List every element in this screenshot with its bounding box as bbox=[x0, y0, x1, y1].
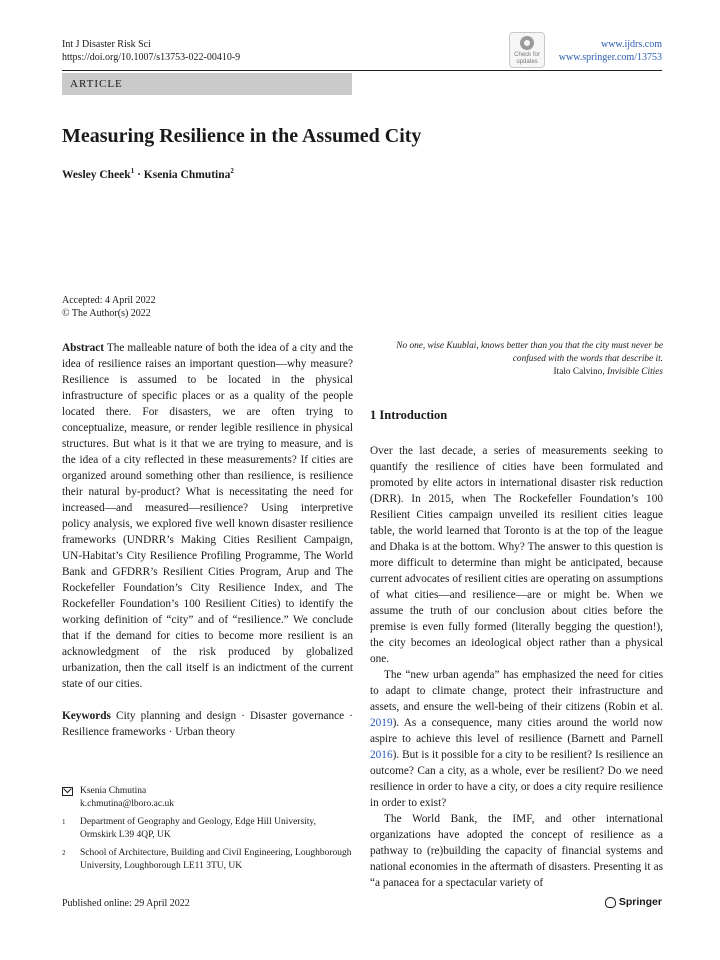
author-name: Ksenia Chmutina bbox=[143, 168, 231, 181]
author-affil-mark: 1 bbox=[130, 167, 135, 175]
check-for-updates-badge[interactable]: Check for updates bbox=[509, 32, 545, 68]
keywords bbox=[62, 708, 353, 740]
article-type-bar: ARTICLE bbox=[62, 73, 352, 95]
paragraph: Over the last decade, a series of measurements seeking to quantify the resilience of cities have been formulated and promoted by elite actors in international disaster risk reduction (DRR). In 2015, when The Rockefeller Foundation’s 100 Resilient Cities campaign unveiled its resilient cities league table, the world learned that Toronto is at the top of the league and Dhaka is at the bottom. Why? The answer to this question is more difficult to determine than might be anticipated, because current advocates of resilient cities are operating on assumptions of what cities—and resilience—are or might be. When we assume the truth of our conclusion about cities before the premise is even fully formed (literally begging the question!), the city becomes an ideological object rather than a physical one. bbox=[370, 445, 663, 665]
keywords-text: City planning and design · Disaster governance · Resilience frameworks · Urban theory bbox=[62, 710, 354, 738]
journal-header bbox=[62, 38, 240, 64]
affiliation-item: $^1$ Department of Geography and Geology, Edge Hill University, Ormskirk L39 4QP, UK bbox=[62, 816, 353, 841]
paragraph: The “new urban agenda” has emphasized the need for cities to adapt to climate change, protect their infrastructure and assets, and ensure the well-being of their citizens (Robin et al. 2019). As a consequence, many cities around the world now aspire to achieve this level of resilience (Barnett and Parnell 2016). But is it possible for a city to be resilient? Is resilience an outcome? Can a city, as a whole, ever be resilient? Do we need resilience in order to have a city, or does a city require resilience in order to exist? bbox=[370, 669, 663, 809]
springer-url[interactable]: www.springer.com/13753 bbox=[558, 52, 662, 63]
introduction-body bbox=[370, 443, 663, 891]
publisher-name: Springer bbox=[618, 896, 662, 908]
author-name: Wesley Cheek bbox=[62, 168, 131, 181]
affiliation-item: $^2$ School of Architecture, Building and Civil Engineering, Loughborough University, Loughborough LE11 3TU, UK bbox=[62, 848, 352, 871]
author-footnotes bbox=[62, 785, 353, 878]
abstract-column bbox=[62, 340, 353, 740]
citation-link[interactable]: 2016 bbox=[370, 749, 393, 761]
abstract bbox=[62, 340, 353, 692]
author-list bbox=[62, 167, 234, 181]
affiliation-text: School of Architecture, Building and Civil Engineering, Loughborough University, Loughborough LE11 3TU, UK bbox=[80, 848, 352, 871]
publication-dates bbox=[62, 294, 156, 320]
abstract-heading: Abstract bbox=[62, 342, 105, 354]
epigraph-quote: No one, wise Kuublai, knows better than you that the city must never be confused with the words that describe it. bbox=[396, 341, 663, 364]
header-rule bbox=[62, 70, 662, 71]
corresponding-author bbox=[62, 785, 353, 810]
envelope-icon bbox=[62, 787, 73, 796]
publisher-logo bbox=[605, 896, 662, 908]
copyright-line: © The Author(s) 2022 bbox=[62, 308, 151, 319]
author-separator: · bbox=[134, 168, 144, 181]
journal-url[interactable]: www.ijdrs.com bbox=[600, 39, 662, 50]
springer-horse-icon bbox=[605, 897, 616, 908]
author-affil-mark: 2 bbox=[230, 167, 234, 175]
epigraph-work: Invisible Cities bbox=[606, 367, 663, 377]
epigraph-attribution: Italo Calvino, Invisible Cities bbox=[553, 367, 663, 377]
corresponding-name: Ksenia Chmutina bbox=[80, 786, 147, 796]
keywords-heading: Keywords bbox=[62, 710, 111, 722]
check-updates-icon bbox=[520, 36, 534, 50]
abstract-text: The malleable nature of both the idea of a city and the idea of resilience raises an important question—why measure? Resilience is assumed to be located in the physical infrastructure of specific places or as a quality of the people located there. For disasters, we are often trying to conceptualize, measure, or render legible resilience in physical structures. But what is it that we are trying to measure, and is the idea of a city reflected in these measurements? If cities are organized around something other than resilience, is resilience their natural by-product? What is necessitating the need for increased—and measured—resilience? Using interpretive policy analysis, we explored five well known disaster resilience frameworks (UNDRR’s Making Cities Resilient Campaign, UN-Habitat’s City Resilience Profiling Programme, The World Bank and GFDRR’s Resilient Cities Program, Arup and The Rockefeller Foundation’s City Resilience Index, and The Rockefeller Foundation’s 100 Resilient Cities) to identify the working definition of “city” and of “resilience.” We conclude that if the demand for cities to become more resilient is an acknowledgment of the risk produced by globalized urbanization, then the call itself is an indictment of the current state of our cities. bbox=[62, 342, 353, 690]
epigraph bbox=[370, 340, 663, 379]
paper-title: Measuring Resilience in the Assumed City bbox=[62, 125, 422, 147]
published-online: Published online: 29 April 2022 bbox=[62, 898, 190, 909]
paragraph: The World Bank, the IMF, and other international organizations have adopted the concept of resilience as a pathway to (re)building the capacity of financial systems and national economies in the aftermath of disasters. Presenting it as “a panacea for a spectacular variety of bbox=[370, 813, 663, 889]
accepted-date: Accepted: 4 April 2022 bbox=[62, 295, 156, 306]
section-heading: 1 Introduction bbox=[370, 408, 448, 422]
doi-link[interactable]: https://doi.org/10.1007/s13753-022-00410-9 bbox=[62, 52, 241, 63]
journal-urls bbox=[559, 38, 662, 64]
corresponding-email[interactable]: k.chmutina@lboro.ac.uk bbox=[80, 798, 174, 809]
journal-name: Int J Disaster Risk Sci bbox=[62, 39, 151, 50]
affiliation-text: Department of Geography and Geology, Edge Hill University, Ormskirk L39 4QP, UK bbox=[80, 817, 316, 840]
citation-link[interactable]: 2019 bbox=[370, 717, 393, 729]
